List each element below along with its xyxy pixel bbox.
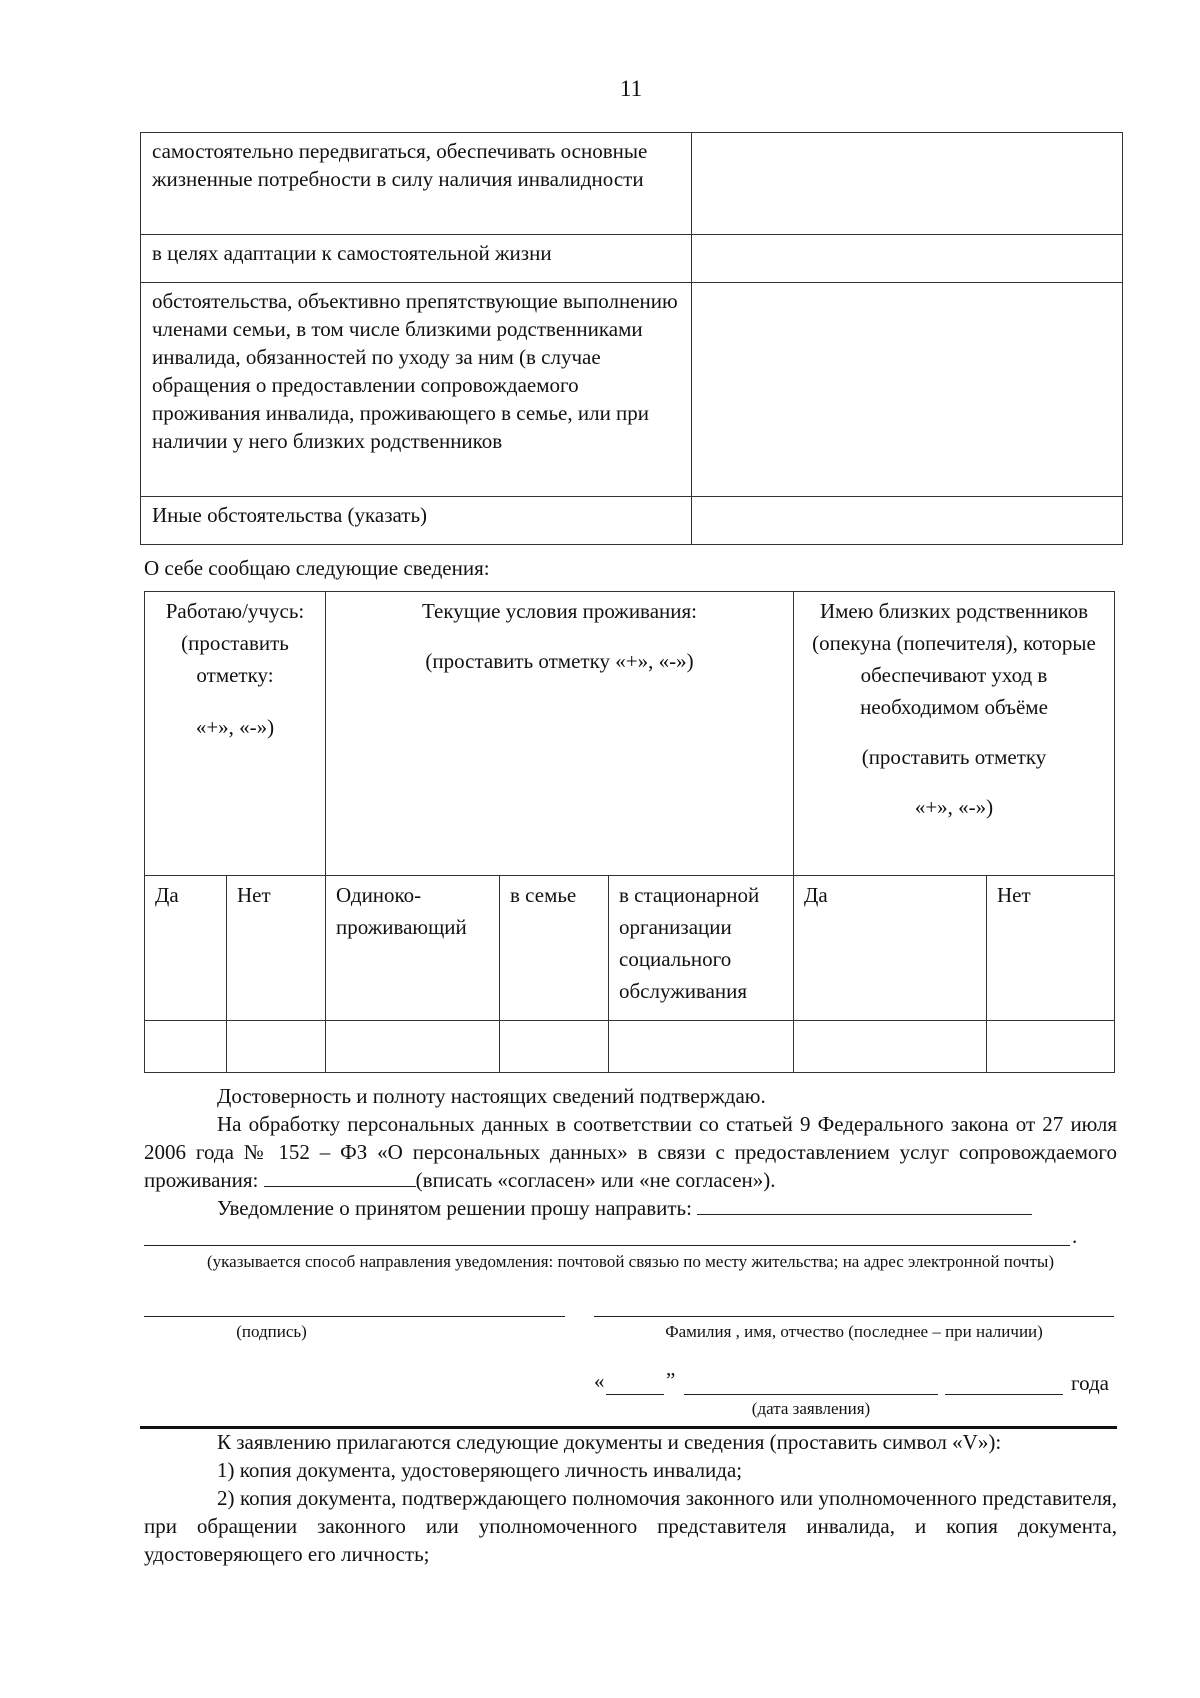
notify-text: Уведомление о принятом решении прошу направить: (217, 1196, 692, 1220)
page-number: 11 (619, 76, 643, 101)
mark-cell[interactable] (227, 1021, 326, 1073)
mark-cell[interactable] (326, 1021, 500, 1073)
personal-info-table (144, 591, 1115, 1073)
year-label: года (1071, 1371, 1109, 1395)
mark-cell[interactable] (609, 1021, 794, 1073)
living-conditions-header (326, 592, 794, 876)
table-cell-empty[interactable] (692, 283, 1123, 497)
col-yes-work: Да (145, 876, 227, 1021)
col-institution: в стационарной организации социального обслуживания (609, 876, 794, 1021)
work-study-label: Работаю/учусь: (проставить отметку: (165, 599, 305, 687)
signature-line[interactable] (144, 1316, 565, 1317)
table-cell-empty[interactable] (692, 133, 1123, 235)
notify-end: . (1072, 1224, 1078, 1248)
mark-cell[interactable] (500, 1021, 609, 1073)
table-cell-empty[interactable] (692, 235, 1123, 283)
mark-cell[interactable] (145, 1021, 227, 1073)
fio-line[interactable] (594, 1316, 1114, 1317)
attachment-item-1: 1) копия документа, удостоверяющего личность инвалида; (217, 1458, 743, 1482)
date-close-quote: ” (666, 1368, 676, 1392)
table-row-label: в целях адаптации к самостоятельной жизни (141, 235, 692, 283)
col-no-work: Нет (227, 876, 326, 1021)
date-month-line[interactable] (684, 1394, 938, 1395)
attachments-intro: К заявлению прилагаются следующие документы и сведения (проставить символ «V»): (217, 1430, 1002, 1454)
consent-blank[interactable] (264, 1166, 416, 1187)
consent-paragraph (144, 1110, 1117, 1194)
intro-text: О себе сообщаю следующие сведения: (144, 556, 490, 580)
notify-blank[interactable] (697, 1194, 1032, 1215)
confirm-text: Достоверность и полноту настоящих сведений подтверждаю. (217, 1084, 766, 1108)
circumstances-table (140, 132, 1123, 545)
signature-caption: (подпись) (236, 1322, 307, 1341)
date-year-line[interactable] (945, 1394, 1063, 1395)
work-study-header (145, 592, 326, 876)
relatives-label: Имею близких родственников (опекуна (попечителя), которые обеспечивают уход в необходимом объёме (812, 599, 1096, 719)
attachment-item-2: 2) копия документа, подтверждающего полномочия законного или уполномоченного представителя, при обращении законного или уполномоченного представителя инвалида, и копия документа, удостоверяющего его личность; (144, 1486, 1117, 1566)
table-row-label: самостоятельно передвигаться, обеспечивать основные жизненные потребности в силу наличия инвалидности (141, 133, 692, 235)
mark-cell[interactable] (987, 1021, 1115, 1073)
notify-line (144, 1194, 1117, 1222)
relatives-header (794, 592, 1115, 876)
notify-caption: (указывается способ направления уведомления: почтовой связью по месту жительства; на адрес электронной почты) (207, 1252, 1054, 1271)
living-conditions-label: Текущие условия проживания: (422, 599, 697, 623)
date-day-line[interactable] (606, 1394, 664, 1395)
notify-blank-line[interactable] (144, 1245, 1070, 1246)
relatives-marks: «+», «-») (914, 795, 994, 819)
consent-text: На обработку персональных данных в соответствии со статьей 9 Федерального закона от 27 июля 2006 года № 152 – ФЗ «О персональных данных» в связи с предоставлением услуг сопровождаемого проживания: (144, 1112, 1117, 1192)
fio-caption: Фамилия , имя, отчество (последнее – при наличии) (665, 1322, 1043, 1341)
col-alone: Одиноко-проживающий (326, 876, 500, 1021)
table-cell-empty[interactable] (692, 497, 1123, 545)
table-row-label: обстоятельства, объективно препятствующие выполнению членами семьи, в том числе близкими родственниками инвалида, обязанностей по уходу за ним (в случае обращения о предоставлении сопровождаемого проживания инвалида, проживающего в семье, или при наличии у него близких родственников (141, 283, 692, 497)
date-caption: (дата заявления) (751, 1399, 871, 1418)
living-conditions-note: (проставить отметку «+», «-») (425, 649, 694, 673)
table-row-label: Иные обстоятельства (указать) (141, 497, 692, 545)
col-no-relatives: Нет (987, 876, 1115, 1021)
col-yes-relatives: Да (794, 876, 987, 1021)
relatives-note: (проставить отметку (861, 745, 1047, 769)
work-study-marks: «+», «-») (195, 715, 275, 739)
mark-cell[interactable] (794, 1021, 987, 1073)
date-open-quote: « (594, 1369, 605, 1393)
consent-hint: (вписать «согласен» или «не согласен»). (415, 1168, 776, 1192)
col-family: в семье (500, 876, 609, 1021)
